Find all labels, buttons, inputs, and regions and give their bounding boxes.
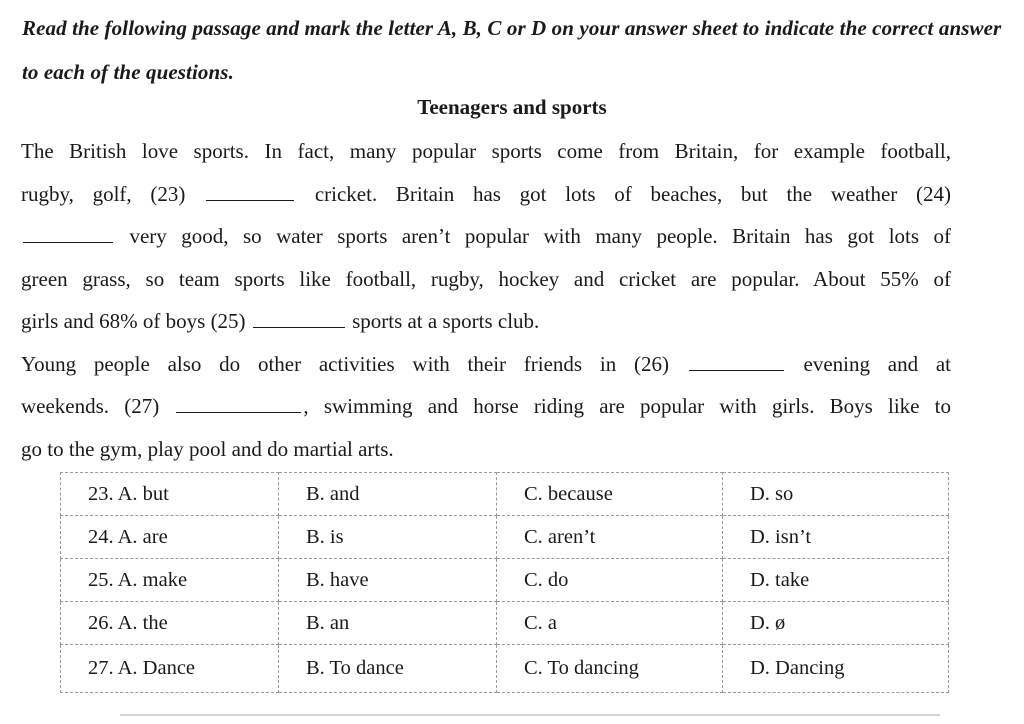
passage-text: girls and 68% of boys (25) xyxy=(21,309,246,333)
option-b[interactable]: B. is xyxy=(279,516,497,559)
blank-24 xyxy=(23,222,113,243)
passage-text: , swimming and horse riding are popular with girls. Boys like to xyxy=(303,394,951,418)
option-a[interactable]: 23. A. but xyxy=(61,473,279,516)
passage-text: green grass, so team sports like football, rugby, hockey and cricket are popular. About 55% of xyxy=(21,266,951,291)
option-c[interactable]: C. To dancing xyxy=(497,645,723,693)
option-d[interactable]: D. so xyxy=(723,473,949,516)
option-c[interactable]: C. because xyxy=(497,473,723,516)
answer-options-table xyxy=(60,472,949,693)
option-a[interactable]: 24. A. are xyxy=(61,516,279,559)
bottom-divider xyxy=(120,714,940,716)
passage-line xyxy=(21,258,951,301)
question-row-24 xyxy=(61,516,949,559)
passage-title: Teenagers and sports xyxy=(417,95,607,119)
option-a[interactable]: 27. A. Dance xyxy=(61,645,279,693)
option-b[interactable]: B. and xyxy=(279,473,497,516)
option-d[interactable]: D. isn’t xyxy=(723,516,949,559)
question-row-23 xyxy=(61,473,949,516)
option-a[interactable]: 25. A. make xyxy=(61,559,279,602)
passage-line xyxy=(21,428,951,471)
passage-text: evening and at xyxy=(803,351,952,376)
passage-text: The British love sports. In fact, many popular sports come from Britain, for example football, xyxy=(21,139,951,163)
passage-line xyxy=(21,343,951,386)
option-b[interactable]: B. have xyxy=(279,559,497,602)
blank-26 xyxy=(689,350,784,371)
option-d[interactable]: D. take xyxy=(723,559,949,602)
option-b[interactable]: B. To dance xyxy=(279,645,497,693)
instruction-text: Read the following passage and mark the letter A, B, C or D on your answer sheet to indicate the correct answer to each of the questions. xyxy=(22,16,1002,84)
blank-25 xyxy=(253,307,345,328)
passage-text: rugby, golf, (23) xyxy=(21,181,186,206)
question-row-27 xyxy=(61,645,949,693)
option-d[interactable]: D. Dancing xyxy=(723,645,949,693)
passage-text: go to the gym, play pool and do martial arts. xyxy=(21,436,394,461)
passage-paragraph-1 xyxy=(21,130,951,343)
blank-23 xyxy=(206,180,294,201)
reading-passage xyxy=(21,130,951,470)
option-c[interactable]: C. aren’t xyxy=(497,516,723,559)
option-d[interactable]: D. ø xyxy=(723,602,949,645)
passage-line xyxy=(21,385,951,428)
passage-text: cricket. Britain has got lots of beaches, but the weather (24) xyxy=(314,181,952,206)
passage-text: weekends. (27) xyxy=(21,394,160,418)
blank-27 xyxy=(176,392,301,413)
passage-paragraph-2 xyxy=(21,343,951,471)
option-a[interactable]: 26. A. the xyxy=(61,602,279,645)
passage-text: Young people also do other activities with their friends in (26) xyxy=(21,351,669,376)
option-c[interactable]: C. do xyxy=(497,559,723,602)
passage-line xyxy=(21,173,951,216)
option-c[interactable]: C. a xyxy=(497,602,723,645)
passage-line xyxy=(21,130,951,173)
passage-line xyxy=(21,215,951,258)
option-b[interactable]: B. an xyxy=(279,602,497,645)
question-row-25 xyxy=(61,559,949,602)
passage-text: sports at a sports club. xyxy=(352,309,540,333)
passage-text: very good, so water sports aren’t popular with many people. Britain has got lots of xyxy=(129,224,951,248)
question-row-26 xyxy=(61,602,949,645)
passage-line xyxy=(21,300,951,343)
